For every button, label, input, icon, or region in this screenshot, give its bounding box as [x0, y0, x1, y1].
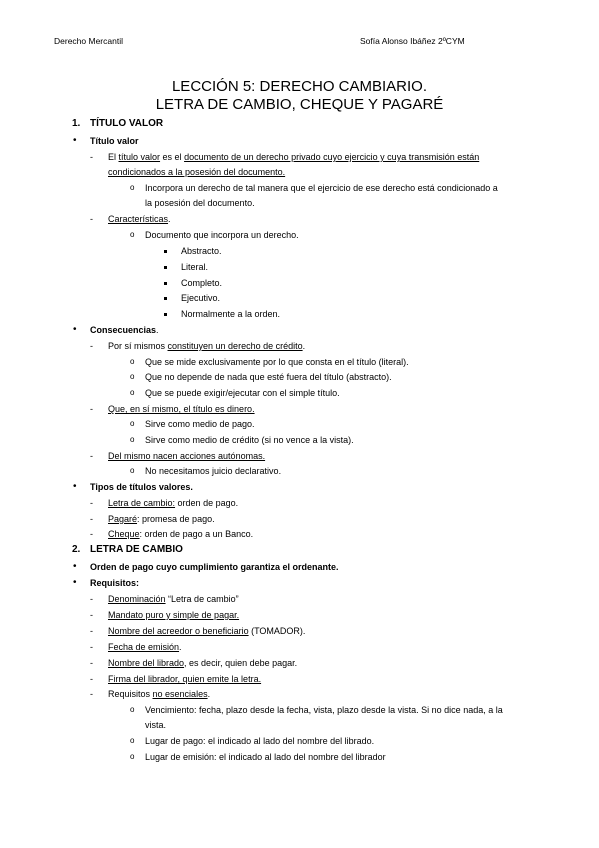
dash-marker: - [90, 674, 93, 684]
dash-marker: - [90, 529, 93, 539]
dash-marker: - [90, 152, 93, 162]
dash-marker: - [90, 689, 93, 699]
exigir-line: Que se puede exigir/ejecutar con el simple título. [145, 388, 340, 398]
definition-line-2: condicionados a la posesión del documento. [108, 167, 286, 177]
juicio-line: No necesitamos juicio declarativo. [145, 466, 282, 476]
dash-marker: - [90, 498, 93, 508]
firma-line: Firma del librador, quien emite la letra. [108, 674, 262, 684]
lugar-pago-line: Lugar de pago: el indicado al lado del nombre del librado. [145, 736, 375, 746]
text: Características [108, 214, 169, 224]
no-esenciales-line [108, 688, 210, 700]
dash-marker: - [90, 214, 93, 224]
lesson-title: LECCIÓN 5: DERECHO CAMBIARIO. [171, 78, 428, 95]
text: título valor [118, 152, 161, 162]
circle-marker: o [130, 435, 135, 444]
text: Por sí mismos [108, 341, 168, 351]
text: . [302, 341, 306, 351]
consecuencias-heading [90, 324, 159, 336]
incorpora-line-2: la posesión del documento. [145, 198, 255, 208]
text: . [207, 689, 211, 699]
dash-marker: - [90, 404, 93, 414]
text: Nombre del librado [108, 658, 185, 668]
text: es el [160, 152, 185, 162]
text: Requisitos [108, 689, 153, 699]
lesson-subtitle: LETRA DE CAMBIO, CHEQUE Y PAGARÉ [155, 96, 444, 113]
denominacion-line [108, 593, 239, 605]
bullet-marker: • [73, 481, 77, 492]
section-2-number: 2. [72, 544, 81, 555]
literal-line: Que se mide exclusivamente por lo que consta en el título (literal). [145, 357, 409, 367]
text: no esenciales [152, 689, 208, 699]
header-course: Derecho Mercantil [54, 36, 123, 46]
feature-item: Literal. [181, 262, 209, 272]
text: “Letra de cambio” [165, 594, 239, 604]
bullet-marker: • [73, 135, 77, 146]
text: : orden de pago a un Banco. [139, 529, 254, 539]
circle-marker: o [130, 736, 135, 745]
circle-marker: o [130, 183, 135, 192]
por-si-mismos-line [108, 340, 305, 352]
text: Denominación [108, 594, 166, 604]
dash-marker: - [90, 594, 93, 604]
cheque-line [108, 528, 253, 540]
dash-marker: - [90, 341, 93, 351]
square-bullet [164, 282, 167, 285]
documento-line: Documento que incorpora un derecho. [145, 230, 299, 240]
text: Cheque [108, 529, 140, 539]
circle-marker: o [130, 419, 135, 428]
nombre-librado-line [108, 657, 297, 669]
acciones-line: Del mismo nacen acciones autónomas. [108, 451, 266, 461]
text: Nombre del acreedor o beneficiario [108, 626, 249, 636]
orden-pago-line: Orden de pago cuyo cumplimiento garantiza el ordenante. [90, 562, 339, 572]
text: documento de un derecho privado cuyo ejercicio y cuya transmisión están [184, 152, 480, 162]
bullet-marker: • [73, 561, 77, 572]
text: . [156, 325, 159, 335]
letra-line [108, 497, 238, 509]
titulo-valor-heading: Título valor [90, 136, 139, 146]
circle-marker: o [130, 752, 135, 761]
section-2-heading: LETRA DE CAMBIO [90, 544, 183, 555]
caracteristicas-line [108, 213, 171, 225]
vencimiento-line-2: vista. [145, 720, 167, 730]
medio-pago-line: Sirve como medio de pago. [145, 419, 255, 429]
pagare-line [108, 513, 215, 525]
feature-item: Ejecutivo. [181, 293, 221, 303]
dash-marker: - [90, 642, 93, 652]
definition-line-1 [108, 151, 479, 163]
circle-marker: o [130, 388, 135, 397]
text: Fecha de emisión [108, 642, 180, 652]
dash-marker: - [90, 626, 93, 636]
lugar-emision-line: Lugar de emisión: el indicado al lado del nombre del librador [145, 752, 386, 762]
dash-marker: - [90, 451, 93, 461]
text: constituyen un derecho de crédito [167, 341, 303, 351]
feature-item: Normalmente a la orden. [181, 309, 281, 319]
text: Letra de cambio: [108, 498, 176, 508]
text: : promesa de pago. [137, 514, 215, 524]
square-bullet [164, 313, 167, 316]
header-author: Sofía Alonso Ibáñez 2ºCYM [360, 36, 465, 46]
tipos-heading: Tipos de títulos valores. [90, 482, 193, 492]
medio-credito-line: Sirve como medio de crédito (si no vence a la vista). [145, 435, 354, 445]
fecha-emision-line [108, 641, 182, 653]
titulo-dinero-line: Que, en sí mismo, el título es dinero. [108, 404, 255, 414]
text: , es decir, quien debe pagar. [184, 658, 298, 668]
text: Pagaré [108, 514, 138, 524]
section-1-number: 1. [72, 118, 81, 129]
section-1-heading: TÍTULO VALOR [90, 118, 164, 129]
text: orden de pago. [175, 498, 239, 508]
incorpora-line-1: Incorpora un derecho de tal manera que el ejercicio de ese derecho está condicionado a [145, 183, 498, 193]
vencimiento-line-1: Vencimiento: fecha, plazo desde la fecha, vista, plazo desde la vista. Si no dice nada, a la [145, 705, 503, 715]
square-bullet [164, 297, 167, 300]
square-bullet [164, 266, 167, 269]
abstracto-line: Que no depende de nada que esté fuera del título (abstracto). [145, 372, 392, 382]
text: . [168, 214, 171, 224]
feature-item: Abstracto. [181, 246, 222, 256]
text: . [179, 642, 182, 652]
bullet-marker: • [73, 324, 77, 335]
nombre-acreedor-line [108, 625, 305, 637]
dash-marker: - [90, 610, 93, 620]
circle-marker: o [130, 230, 135, 239]
requisitos-heading: Requisitos: [90, 578, 140, 588]
circle-marker: o [130, 357, 135, 366]
feature-item: Completo. [181, 278, 223, 288]
text: El [108, 152, 119, 162]
mandato-line: Mandato puro y simple de pagar. [108, 610, 240, 620]
circle-marker: o [130, 705, 135, 714]
dash-marker: - [90, 514, 93, 524]
text: (TOMADOR). [248, 626, 306, 636]
square-bullet [164, 250, 167, 253]
circle-marker: o [130, 466, 135, 475]
bullet-marker: • [73, 577, 77, 588]
dash-marker: - [90, 658, 93, 668]
circle-marker: o [130, 372, 135, 381]
text: Consecuencias [90, 325, 157, 335]
